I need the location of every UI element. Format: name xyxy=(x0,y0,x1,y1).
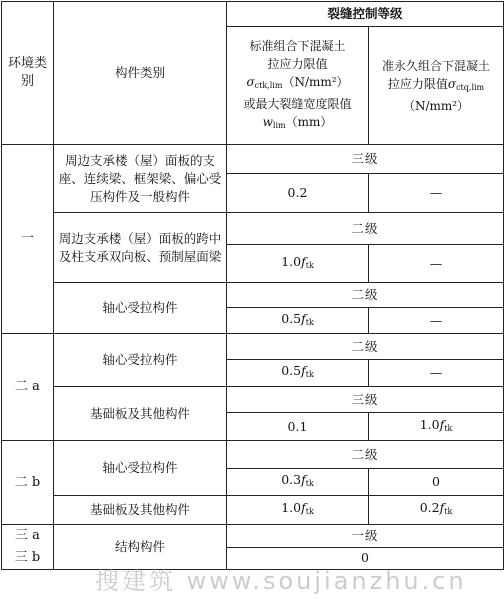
crack-class-cell: 三级 xyxy=(227,387,504,413)
member-type-cell: 周边支承楼（屋）面板的跨中及柱支承双向板、预制屋面梁 xyxy=(54,213,227,283)
env-cell-3 xyxy=(2,525,54,570)
member-type-cell: 轴心受拉构件 xyxy=(54,283,227,334)
crack-class-cell: 一级 xyxy=(227,525,504,548)
std-header-line1: 标准组合下混凝土 xyxy=(249,38,346,53)
std-limit-cell: 0.1 xyxy=(227,413,369,441)
std-limit-cell: $1.0f_{tk}$ xyxy=(227,496,369,525)
quasi-limit-cell: — xyxy=(369,360,504,387)
standard-combination-header xyxy=(227,27,369,145)
std-limit-cell: $0.5f_{tk}$ xyxy=(227,308,369,334)
env-3b-label: 三 b xyxy=(14,550,41,565)
quasi-permanent-header xyxy=(369,27,504,145)
crack-control-table xyxy=(1,1,504,570)
member-type-cell: 基础板及其他构件 xyxy=(54,496,227,525)
quasi-header-line1: 准永久组合下混凝土 xyxy=(382,58,491,73)
env-cell-2a: 二 a xyxy=(2,334,54,441)
member-type-cell: 基础板及其他构件 xyxy=(54,387,227,441)
member-type-cell: 周边支承楼（屋）面板的支座、连续梁、框架梁、偏心受压构件及一般构件 xyxy=(54,145,227,213)
std-header-width-symbol: $w_{lim}(mm)$ xyxy=(262,114,333,130)
quasi-header-unit: （N/mm²） xyxy=(402,98,470,113)
member-type-header: 构件类别 xyxy=(54,2,227,145)
quasi-header-line2: 拉应力限值$\sigma_{ctq,lim}$ xyxy=(387,76,485,92)
std-header-line4: 或最大裂缝宽度限值 xyxy=(243,96,352,111)
quasi-limit-cell: $1.0f_{tk}$ xyxy=(369,413,504,441)
member-type-cell: 轴心受拉构件 xyxy=(54,441,227,496)
std-limit-cell: $0.3f_{tk}$ xyxy=(227,469,369,496)
member-type-cell: 结构构件 xyxy=(54,525,227,570)
crack-class-cell: 二级 xyxy=(227,283,504,308)
crack-class-cell: 二级 xyxy=(227,334,504,360)
env-cell-2b: 二 b xyxy=(2,441,54,525)
member-type-cell: 轴心受拉构件 xyxy=(54,334,227,387)
env-cell-1: 一 xyxy=(2,145,54,334)
crack-control-header: 裂缝控制等级 xyxy=(227,2,504,27)
crack-class-cell: 二级 xyxy=(227,441,504,469)
std-limit-cell: 0.2 xyxy=(227,174,369,213)
env-3a-label: 三 a xyxy=(15,528,40,543)
std-header-line2: 拉应力限值 xyxy=(267,56,328,71)
std-limit-cell: 0 xyxy=(227,547,504,570)
std-limit-cell: $0.5f_{tk}$ xyxy=(227,360,369,387)
quasi-limit-cell: $0.2f_{tk}$ xyxy=(369,496,504,525)
quasi-limit-cell: — xyxy=(369,245,504,283)
quasi-limit-cell: — xyxy=(369,174,504,213)
std-header-symbol: $\sigma_{ctk,lim}(N/mm^2)$ xyxy=(246,74,349,90)
std-limit-cell: $1.0f_{tk}$ xyxy=(227,245,369,283)
watermark-text: 搜建筑 www.soujianzhu.cn xyxy=(95,567,467,595)
env-category-header: 环境类别 xyxy=(2,2,54,145)
quasi-limit-cell: 0 xyxy=(369,469,504,496)
crack-class-cell: 三级 xyxy=(227,145,504,174)
quasi-limit-cell: — xyxy=(369,308,504,334)
crack-class-cell: 二级 xyxy=(227,213,504,245)
